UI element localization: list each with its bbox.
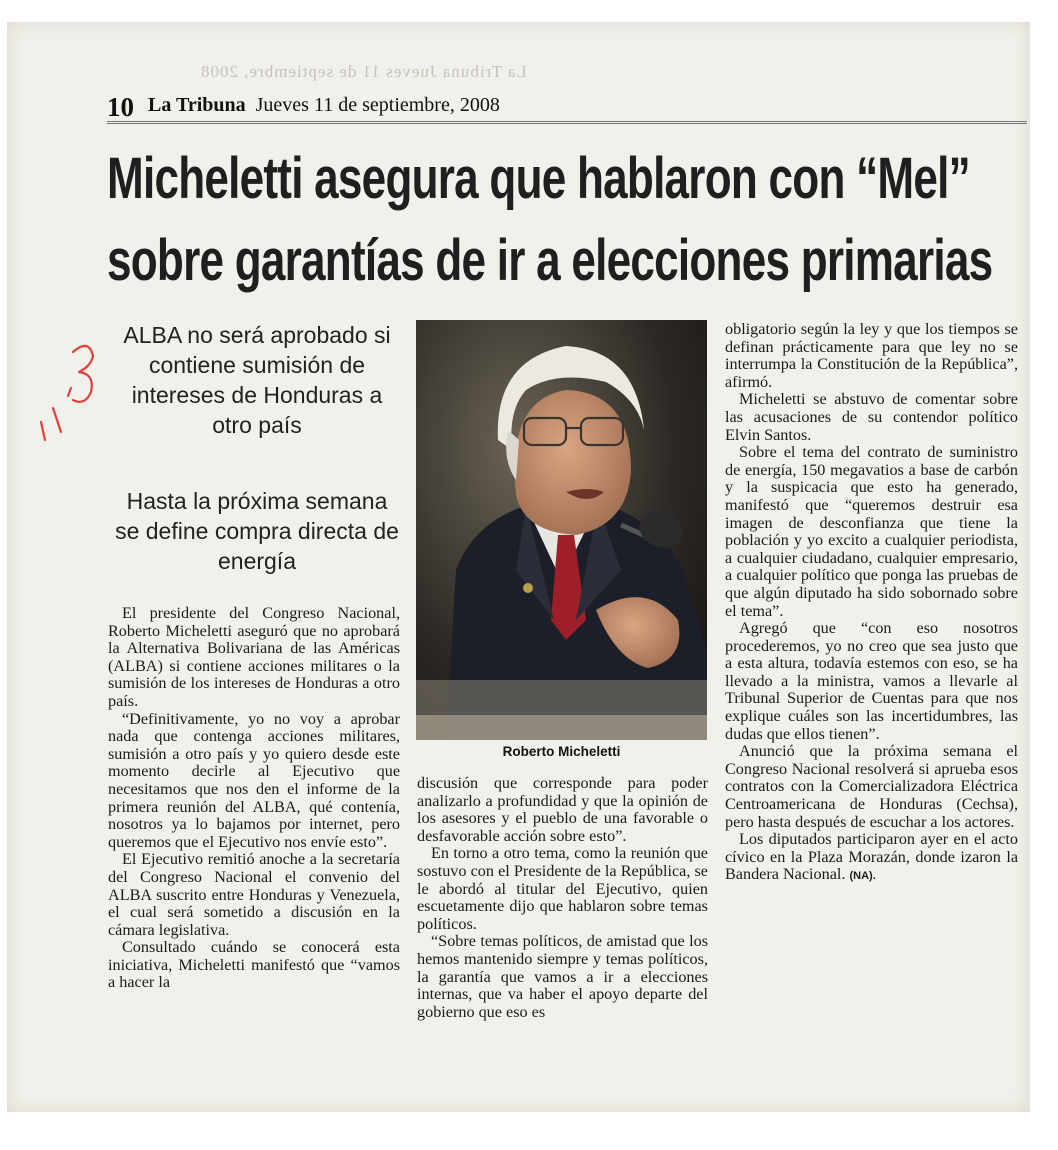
paragraph: “Definitivamente, yo no voy a aprobar nada que contenga acciones militares, sumisión a otro país y yo quiero desde este momento decirle al Ejecutivo que necesitamos que nos den el informe de la primera reunión del ALBA, qué contenía, nosotros ya lo bajamos por internet, pero queremos que el Ejecutivo nos envíe esto”. (108, 709, 400, 851)
paragraph-final (725, 831, 1018, 886)
bleed-through-text: La Tribuna Jueves 11 de septiembre, 2008 (200, 62, 527, 81)
final-text: Los diputados participaron ayer en el acto cívico en la Plaza Morazán, donde izaron la Bandera Nacional. (725, 830, 1018, 884)
paragraph: En torno a otro tema, como la reunión que sostuvo con el Presidente de la República, se le abordó al titular del Ejecutivo, quien escuetamente dijo que hablaron sobre temas políticos. (417, 844, 708, 933)
article-column-1 (108, 605, 400, 992)
portrait-photo (416, 320, 707, 740)
issue-date: Jueves 11 de septiembre, 2008 (255, 94, 500, 117)
paragraph: Consultado cuándo se conocerá esta iniciativa, Micheletti manifestó que “vamos a hacer la (108, 938, 400, 992)
article-column-2 (417, 775, 708, 1021)
photo-caption: Roberto Micheletti (502, 744, 621, 759)
paragraph: “Sobre temas políticos, de amistad que los hemos mantenido siempre y temas políticos, la garantía que vamos a ir a elecciones internas, que va haber el apoyo departe del gobierno que eso es (417, 932, 708, 1021)
agency-credit: (NA). (849, 870, 876, 883)
paragraph: Agregó que “con eso nosotros procederemos, yo no creo que sea justo que a esta altura, todavía estemos con eso, se ha llevado a la ministra, vamos a llevarle al Tribunal Superior de Cuentas para que nos explique cuáles son las incertidumbres, las dudas que ellos tienen”. (725, 619, 1018, 743)
paragraph: El Ejecutivo remitió anoche a la secretaría del Congreso Nacional el convenio del ALBA suscrito entre Honduras y Venezuela, el cual será sometido a discusión en la cámara legislativa. (108, 850, 400, 939)
paragraph-continued: discusión que corresponde para poder analizarlo a profundidad y que la opinión de los asesores y el pueblo de una favorable o desfavorable acción sobre esto”. (417, 774, 708, 845)
headline-line-2: sobre garantías de ir a elecciones primarias (107, 228, 993, 293)
header-rule (107, 121, 1027, 124)
paragraph: El presidente del Congreso Nacional, Roberto Micheletti aseguró que no aprobará la Alternativa Bolivariana de las Américas (ALBA) si contiene acciones militares o la sumisión de los intereses de Honduras a otro país. (108, 604, 400, 710)
portrait-illustration (416, 320, 707, 740)
article-column-3 (725, 321, 1018, 886)
masthead (107, 92, 500, 123)
subhead-energia: Hasta la próxima semana se define compra directa de energía (115, 488, 399, 574)
paragraph: Anunció que la próxima semana el Congreso Nacional resolverá si aprueba esos contratos con la Comercializadora Eléctrica Centroamericana de Honduras (Cechsa), pero hasta después de escuchar a los actores. (725, 742, 1018, 831)
subhead-alba: ALBA no será aprobado si contiene sumisión de intereses de Honduras a otro país (123, 322, 391, 438)
headline-line-1: Micheletti asegura que hablaron con “Mel” (107, 146, 970, 211)
page-number: 10 (107, 92, 134, 122)
paper-name: La Tribuna (148, 94, 246, 117)
handwritten-annotation (33, 330, 108, 450)
paragraph-continued: obligatorio según la ley y que los tiempos se definan prácticamente para que ley no se interrumpa la Constitución de la República”, afirmó. (725, 320, 1018, 391)
paragraph: Sobre el tema del contrato de suministro de energía, 150 megavatios a base de carbón y la suspicacia que esto ha generado, manifestó que “queremos destruir esa imagen de desconfianza que tiene la población y yo excito a cualquier periodista, a cualquier ciudadano, cualquier empresario, a cualquier político que ponga las pruebas de que algún diputado ha sido sobornado sobre el tema”. (725, 443, 1018, 620)
headline (107, 138, 1030, 302)
paragraph: Micheletti se abstuvo de comentar sobre las acusaciones de su contendor político Elvin Santos. (725, 390, 1018, 444)
